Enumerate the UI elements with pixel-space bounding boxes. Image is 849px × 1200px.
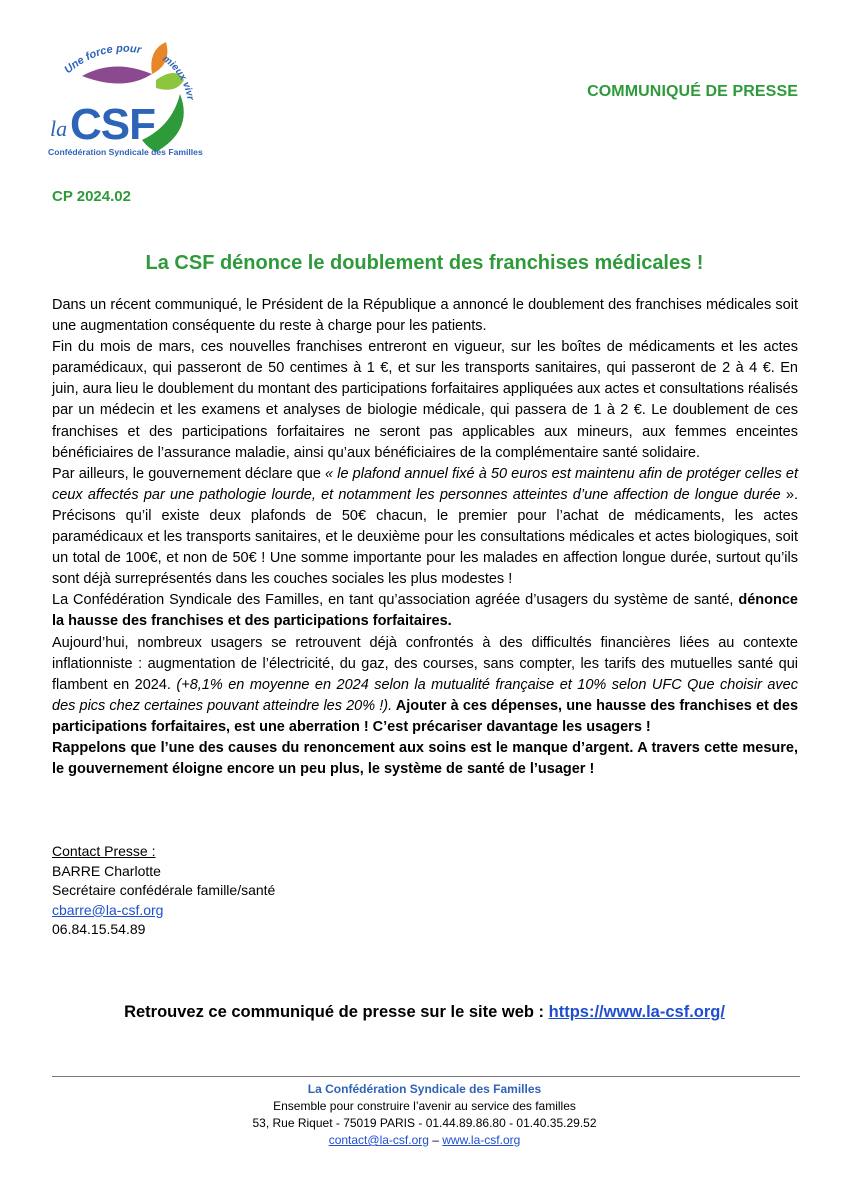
logo-text-right: mieux vivr	[160, 53, 196, 101]
website-link[interactable]: https://www.la-csf.org/	[548, 1003, 725, 1021]
paragraph-5: Aujourd’hui, nombreux usagers se retrouvent déjà confrontés à des difficultés financières liées au contexte inflationniste : augmentation de l’électricité, du gaz, des courses, sans compter, les tarifs des mutuelles santé qui flambent en 2024. (+8,1% en moyenne en 2024 selon la mutualité française et 10% selon UFC Que choisir avec des pics chez certaines pouvant atteindre les 20% !). Ajouter à ces dépenses, une hausse des franchises et des participations forfaitaires, est une aberration ! C’est précariser davantage les usagers !	[52, 634, 799, 735]
footer-org-name: La Confédération Syndicale des Familles	[307, 1082, 542, 1096]
logo-text-top: Une force pour	[62, 42, 143, 77]
footer-address: 53, Rue Riquet - 75019 PARIS - 01.44.89.86.80 - 01.40.35.29.52	[252, 1116, 597, 1130]
logo-subtitle: Confédération Syndicale des Familles	[48, 147, 203, 157]
reference-number: CP 2024.02	[52, 188, 131, 205]
csf-logo	[44, 40, 204, 165]
contact-name: BARRE Charlotte	[52, 862, 161, 879]
contact-heading: Contact Presse :	[52, 843, 156, 859]
paragraph-3: Par ailleurs, le gouvernement déclare que « le plafond annuel fixé à 50 euros est maintenu afin de protéger celles et ceux affectés par une pathologie lourde, et notamment les personnes atteintes d’une affection de longue durée ». Précisons qu’il existe deux plafonds de 50€ chacun, le premier pour l’achat de médicaments, les actes paramédicaux et les transports sanitaires, et le deuxième pour les consultations médicales et actes biologiques, soit un total de 100€, et non de 50€ ! Une somme importante pour les malades en affection longue durée, surtout qu’ils sont déjà surreprésentés dans les couches sociales les plus modestes !	[52, 465, 799, 588]
paragraph-2: Fin du mois de mars, ces nouvelles franchises entreront en vigueur, sur les boîtes de médicaments et les actes paramédicaux, qui passeront de 50 centimes à 1 €, et sur les transports sanitaires, qui passeront de 2 à 4 €. En juin, aura lieu le doublement du montant des participations forfaitaires appliquées aux actes et consultations réalisés par un médecin et les examens et analyses de biologie médicale, qui passera de 1 à 2 €. Le doublement de ces franchises et des participations forfaitaires ne seront pas applicables aux mineurs, aux femmes enceintes bénéficiaires de l’assurance maladie, ainsi qu’aux bénéficiaires de la complémentaire santé solidaire.	[52, 339, 798, 461]
paragraph-4: La Confédération Syndicale des Familles, en tant qu’association agréée d’usagers du système de santé, dénonce la hausse des franchises et des participations forfaitaires.	[52, 592, 798, 630]
footer: La Confédération Syndicale des Familles Ensemble pour construire l’avenir au service des familles 53, Rue Riquet - 75019 PARIS - 01.44.89.86.80 - 01.40.35.29.52 contact@la-csf.org – www.la-csf.org	[0, 1081, 849, 1149]
csf-logo-icon	[44, 40, 204, 165]
footer-divider	[52, 1076, 800, 1077]
contact-role: Secrétaire confédérale famille/santé	[52, 882, 276, 899]
page-title: La CSF dénonce le doublement des franchises médicales !	[145, 252, 704, 274]
paragraph-6: Rappelons que l’une des causes du renoncement aux soins est le manque d’argent. A travers cette mesure, le gouvernement éloigne encore un peu plus, le système de santé de l’usager !	[52, 739, 798, 778]
logo-brand-csf: CSF	[70, 100, 155, 149]
paragraph-1: Dans un récent communiqué, le Président de la République a annoncé le doublement des franchises médicales soit une augmentation conséquente du reste à charge pour les patients.	[52, 297, 798, 335]
press-release-label: COMMUNIQUÉ DE PRESSE	[587, 83, 798, 100]
footer-email-link[interactable]: contact@la-csf.org	[328, 1133, 429, 1147]
footer-tagline: Ensemble pour construire l’avenir au service des familles	[273, 1099, 576, 1113]
website-line: Retrouvez ce communiqué de presse sur le site web : https://www.la-csf.org/	[124, 1003, 725, 1021]
footer-site-link[interactable]: www.la-csf.org	[442, 1133, 521, 1147]
purple-petal-icon	[82, 66, 152, 83]
contact-phone: 06.84.15.54.89	[52, 921, 146, 938]
logo-brand-la: la	[50, 116, 68, 141]
press-release-body	[52, 295, 798, 780]
government-quote: « le plafond annuel fixé à 50 euros est maintenu afin de protéger celles et ceux affectés par une pathologie lourde, et notamment les personnes atteintes d’une affection de longue durée	[52, 465, 799, 503]
press-contact	[52, 842, 275, 940]
contact-email-link[interactable]: cbarre@la-csf.org	[52, 901, 164, 918]
